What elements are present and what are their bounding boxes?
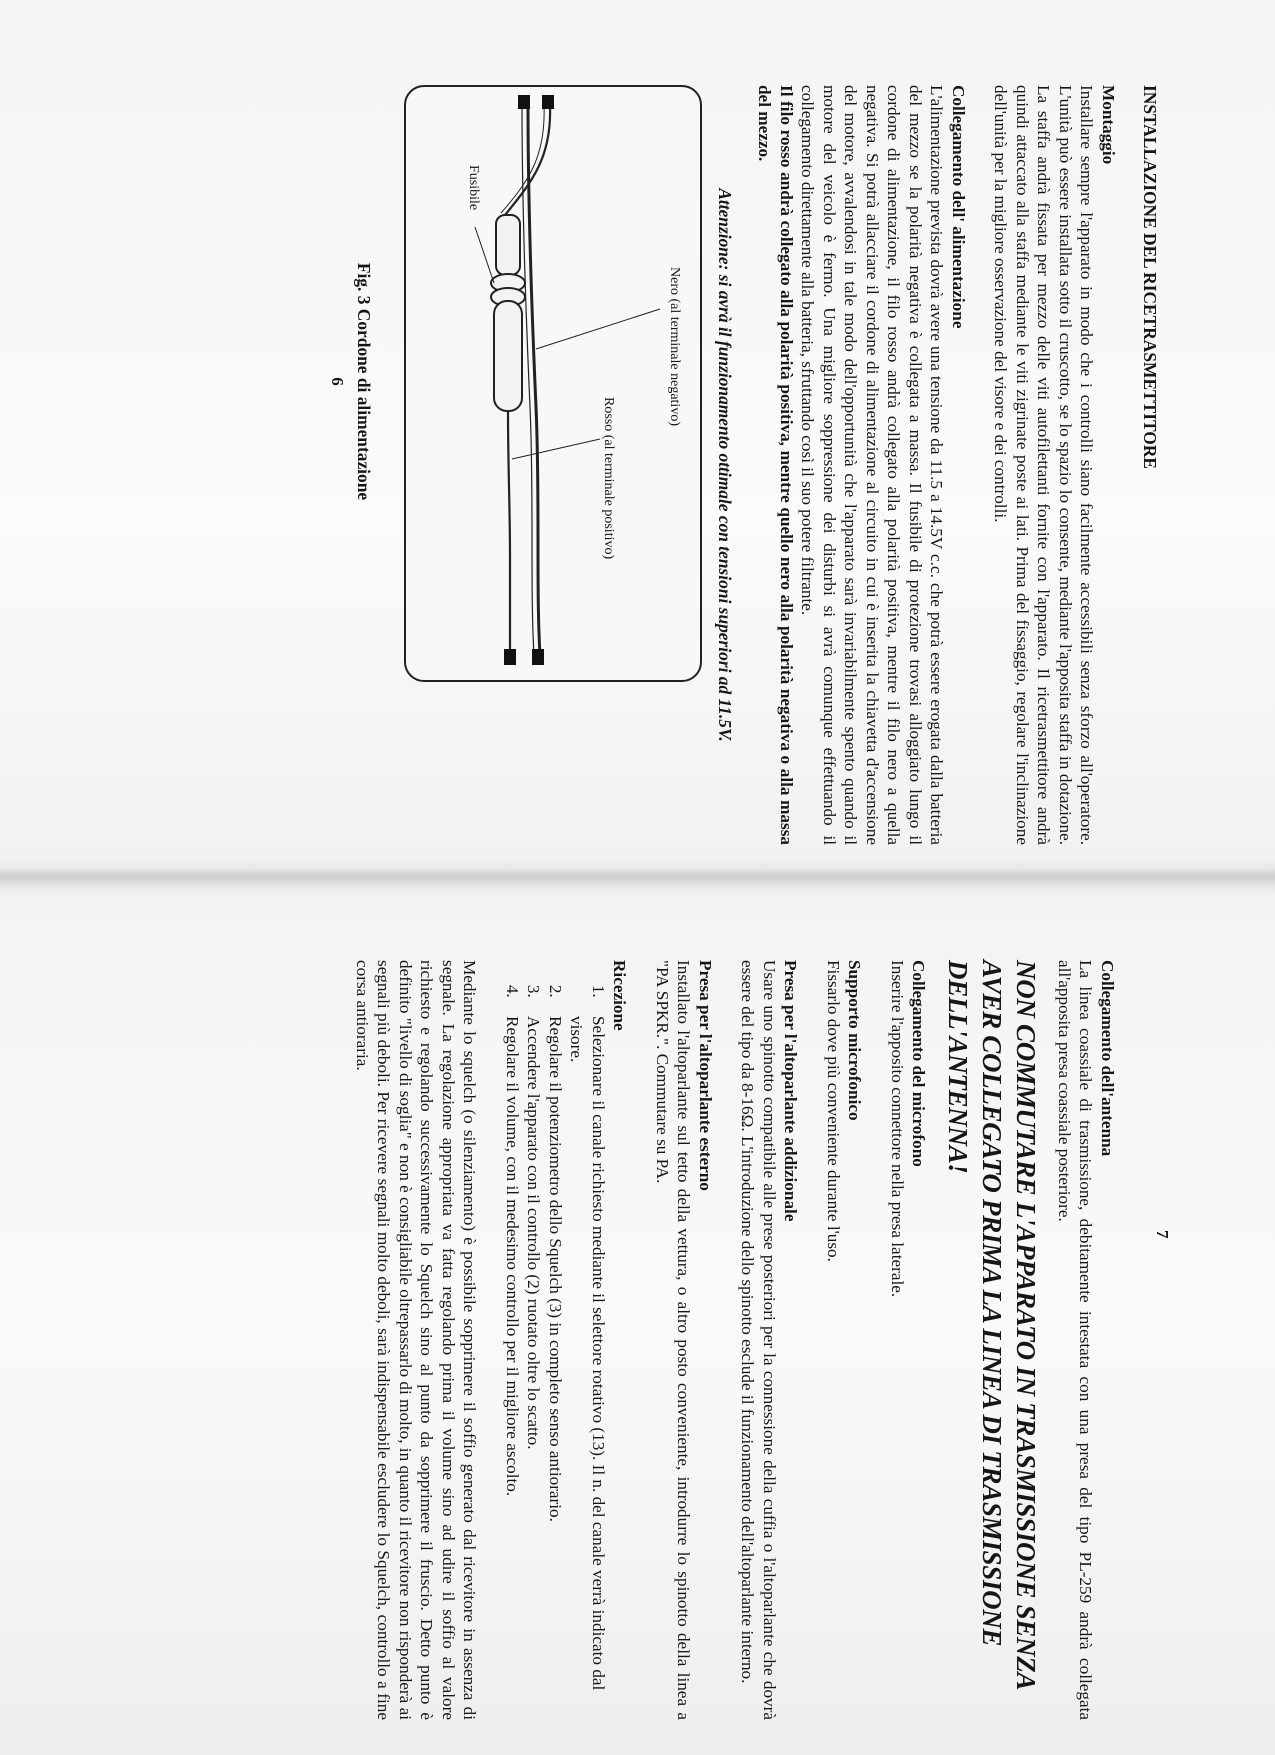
montaggio-title: Montaggio	[1099, 85, 1118, 165]
alimentazione-title: Collegamento dell' alimentazione	[949, 85, 968, 329]
supporto-title: Supporto microfonico	[845, 960, 865, 1121]
terminal-left-red	[542, 95, 554, 109]
polarity-note: Il filo rosso andrà collegato alla polarità positiva, mentre quello nero alla polarità negativa o alla massa del mezzo.	[755, 85, 796, 845]
label-nero: Nero (al terminale negativo)	[667, 267, 682, 426]
power-cord-drawing	[406, 87, 700, 680]
ricezione-step: 2. Regolare il potenziometro dello Squelch (3) in completo senso antiorario.	[545, 1002, 567, 1720]
supporto-text: Fissarlo dove più conveniente durante l'uso.	[824, 960, 843, 1262]
presa-esterno-title: Presa per l'altoparlante esterno	[696, 960, 715, 1191]
page-number-7: 7	[1153, 1230, 1172, 1239]
presa-esterno-text: Installato l'altoparlante sul tetto della vettura, o altro posto conveniente, introdurre lo spinotto della linea a "PA SPKR.". Commutare su PA.	[653, 960, 694, 1720]
ricezione-step: 1. Selezionare il canale richiesto mediante il selettore rotativo (13). Il n. del canale verrà indicato dal visore.	[566, 1002, 609, 1720]
ricezione-steps	[502, 960, 610, 1720]
page-number-6: 6	[328, 377, 347, 386]
terminal-right-red	[504, 649, 516, 665]
label-fusibile: Fusibile	[466, 165, 481, 211]
antenna-warning: NON COMMUTARE L'APPARATO IN TRASMISSIONE SENZA AVER COLLEGATO PRIMA LA LINEA DI TRASMISSIONE DELL'ANTENNA!	[943, 960, 1042, 1689]
figure-caption: Fig. 3 Cordone di alimentazione	[354, 262, 374, 501]
ricezione-step: 3. Accendere l'apparato con il controllo (2) ruotato oltre lo scatto.	[523, 1002, 545, 1720]
ricezione-title: Ricezione	[610, 960, 630, 1031]
presa-addizionale-title: Presa per l'altoparlante addizionale	[781, 960, 801, 1222]
black-wire	[528, 105, 540, 655]
terminal-right-black	[532, 649, 544, 665]
section-header: INSTALLAZIONE DEL RICETRASMETTITORE	[1140, 85, 1160, 469]
page-7	[82, 960, 1172, 1720]
attenzione-note: Attenzione: si avrà il funzionamento ottimale con tensioni superiori ad 11.5V.	[715, 188, 735, 742]
page-6	[80, 85, 1160, 845]
figure-power-cord	[404, 85, 702, 682]
microfono-title: Collegamento del microfono	[909, 960, 929, 1167]
label-rosso: Rosso (al terminale positivo)	[601, 397, 616, 560]
ricezione-step: 4. Regolare il volume, con il medesimo controllo per il migliore ascolto.	[502, 1002, 524, 1720]
microfono-text: Inserire l'apposito connettore nella presa laterale.	[888, 960, 907, 1298]
alimentazione-text: L'alimentazione prevista dovrà avere una tensione da 11.5 a 14.5V c.c. che potrà essere erogata dalla batteria del mezzo se la polarità negativa è collegata a massa. Il fusibile di protezione trovasi alloggiato lungo il cordone di alimentazione, il filo rosso andrà collegato alla polarità positiva, mentre il filo nero a quella negativa. Si potrà allacciare il cordone di alimentazione al circuito in cui è inserita la chiavetta d'accensione del motore, avvalendosi in tale modo dell'opportunità che l'apparato sarà invariabilmente spento quando il motore del veicolo è fermo. Una migliore soppressione dei disturbi si avrà comunque effettuando il collegamento direttamente alla batteria, sfruttando così il suo potere filtrante.	[798, 85, 947, 845]
squelch-text: Mediante lo squelch (o silenziamento) è possibile sopprimere il soffio generato dal ricevitore in assenza di segnale. La regolazione appropriata va fatta regolando prima il volume sino ad udire il soffio al valore richiesto e regolando successivamente lo Squelch sino al punto da sopprimere il fruscio. Detto punto è definito "livello di soglia" e non è consigliabile oltrepassarlo di molto, in quanto il ricevitore non risponderà ai segnali più deboli. Per ricevere segnali molto deboli, sarà indispensabile escludere lo Squelch, controllo a fine corsa antioraria.	[353, 960, 480, 1720]
page-fold	[0, 868, 1275, 886]
fuse-holder	[491, 215, 525, 411]
antenna-title: Collegamento dell'antenna	[1098, 960, 1117, 1157]
terminal-left-black	[518, 95, 530, 109]
montaggio-text: Installare sempre l'apparato in modo che i controlli siano facilmente accessibili senza sforzo all'operatore. L'unità può essere installata sotto il cruscotto, se lo spazio lo consente, mediante l'apposita staffa in dotazione. La staffa andrà fissata per mezzo delle viti autofilettanti fornite con l'apparato. Il ricetrasmettitore andrà quindi attaccato alla staffa mediante le viti zigrinate poste ai lati. Prima del fissaggio, regolare l'inclinazione dell'unità per la migliore osservazione del visore e dei controlli.	[991, 85, 1097, 845]
antenna-text: La linea coassiale di trasmissione, debitamente intestata con una presa del tipo PL-259 andrà collegata all'apposita presa coassiale posteriore.	[1055, 960, 1096, 1720]
presa-addizionale-text: Usare uno spinotto compatibile alle prese posteriori per la connessione della cuffia o l'altoparlante che dovrà essere del tipo da 8-16Ω. L'introduzione dello spinotto esclude il funzionamento dell'altoparlante interno.	[738, 960, 779, 1720]
